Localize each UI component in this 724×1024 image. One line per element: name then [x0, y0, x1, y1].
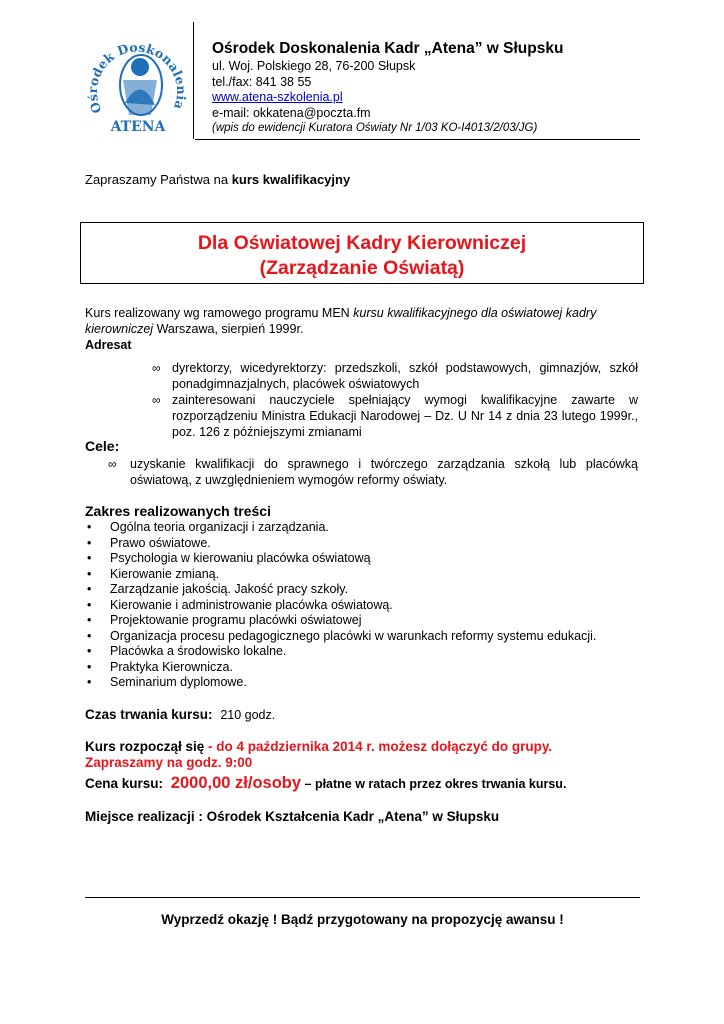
cele-heading: Cele:	[85, 438, 120, 454]
zakres-heading: Zakres realizowanych treści	[85, 503, 271, 519]
infinity-icon: ∞	[108, 457, 117, 471]
price-line	[85, 774, 566, 793]
org-name: Ośrodek Doskonalenia Kadr „Atena” w Słupsku	[212, 40, 564, 57]
cele-list	[108, 456, 638, 488]
footer-divider	[85, 897, 640, 898]
footer-slogan: Wyprzedź okazję ! Bądź przygotowany na propozycję awansu !	[161, 912, 564, 927]
program-suffix: Warszawa, sierpień 1999r.	[153, 322, 304, 336]
course-title-line1: Dla Oświatowej Kadry Kierowniczej	[197, 232, 527, 254]
start-time: Zapraszamy na godz. 9:00	[85, 755, 253, 770]
adresat-list	[152, 360, 638, 440]
start-line	[85, 739, 552, 771]
duration-value: 210 godz.	[220, 708, 276, 722]
list-item: • Ogólna teoria organizacji i zarządzania.	[85, 520, 645, 536]
course-title-box	[80, 222, 644, 284]
list-item: • Seminarium dyplomowe.	[85, 675, 645, 691]
location-line: Miejsce realizacji : Ośrodek Kształcenia Kadr „Atena” w Słupsku	[85, 809, 500, 824]
header-divider-vertical	[193, 22, 194, 139]
logo-bottom-text: ATENA	[110, 119, 166, 135]
program-italic: kursu kwalifikacyjnego dla oświatowej kadry kierowniczej	[85, 306, 597, 336]
list-item: • Kierowanie zmianą.	[85, 567, 645, 583]
list-item: • Psychologia w kierowaniu placówka oświatową	[85, 551, 645, 567]
list-item: • Zarządzanie jakością. Jakość pracy szkoły.	[85, 582, 645, 598]
email[interactable]: e-mail: okkatena@poczta.fm	[212, 105, 371, 120]
list-item: • Praktyka Kierownicza.	[85, 660, 645, 676]
adresat-heading: Adresat	[85, 338, 132, 352]
infinity-icon: ∞	[152, 393, 161, 407]
duration-label: Czas trwania kursu:	[85, 707, 213, 722]
adresat-item-2: zainteresowani nauczyciele spełniający wymogi kwalifikacyjne zawarte w rozporządzeniu Ministra Edukacji Narodowej – Dz. U Nr 14 z dnia 23 lutego 1999r., poz. 126 z późniejszymi zmianami	[172, 393, 638, 439]
price-label: Cena kursu:	[85, 776, 164, 791]
invite-course-type: kurs kwalifikacyjny	[231, 172, 351, 187]
header-divider	[195, 139, 640, 140]
logo-arc-text: Ośrodek Doskonalenia	[85, 39, 190, 116]
duration-line	[85, 707, 275, 722]
course-title-line2: (Zarządzanie Oświatą)	[259, 257, 465, 279]
list-item: • Kierowanie i administrowanie placówka oświatową.	[85, 598, 645, 614]
invite-prefix: Zapraszamy Państwa na	[85, 172, 232, 187]
infinity-icon: ∞	[152, 361, 161, 375]
list-item	[152, 360, 638, 392]
list-item	[152, 392, 638, 440]
list-item	[108, 456, 638, 488]
address: ul. Woj. Polskiego 28, 76-200 Słupsk	[212, 59, 416, 73]
list-item: • Organizacja procesu pedagogicznego placówki w warunkach reformy systemu edukacji.	[85, 629, 645, 645]
start-highlight: - do 4 października 2014 r. możesz dołączyć do grupy.	[204, 739, 553, 754]
cele-item-1: uzyskanie kwalifikacji do sprawnego i twórczego zarządzania szkołą lub placówką oświatową, z uwzględnieniem wymogów reformy oświaty.	[130, 457, 638, 487]
list-item: • Placówka a środowisko lokalne.	[85, 644, 645, 660]
phone: tel./fax: 841 38 55	[212, 74, 312, 89]
adresat-item-1: dyrektorzy, wicedyrektorzy: przedszkoli, szkół podstawowych, gimnazjów, szkół ponadgimnazjalnych, placówek oświatowych	[172, 361, 638, 391]
program-prefix: Kurs realizowany wg ramowego programu MEN	[85, 306, 354, 320]
start-label: Kurs rozpoczął się	[85, 739, 205, 754]
logo	[85, 25, 191, 137]
website-link[interactable]: www.atena-szkolenia.pl	[212, 90, 343, 104]
price-note: – płatne w ratach przez okres trwania kursu.	[301, 777, 567, 791]
list-item: • Projektowanie programu placówki oświatowej	[85, 613, 645, 629]
zakres-list	[85, 520, 645, 691]
registration-note: (wpis do ewidencji Kuratora Oświaty Nr 1/03 KO-I4013/2/03/JG)	[212, 122, 538, 134]
header-contact	[212, 40, 563, 137]
program-description	[85, 305, 645, 337]
list-item: • Prawo oświatowe.	[85, 536, 645, 552]
invite-line	[85, 172, 350, 188]
price-value: 2000,00 zł/osoby	[170, 774, 302, 792]
